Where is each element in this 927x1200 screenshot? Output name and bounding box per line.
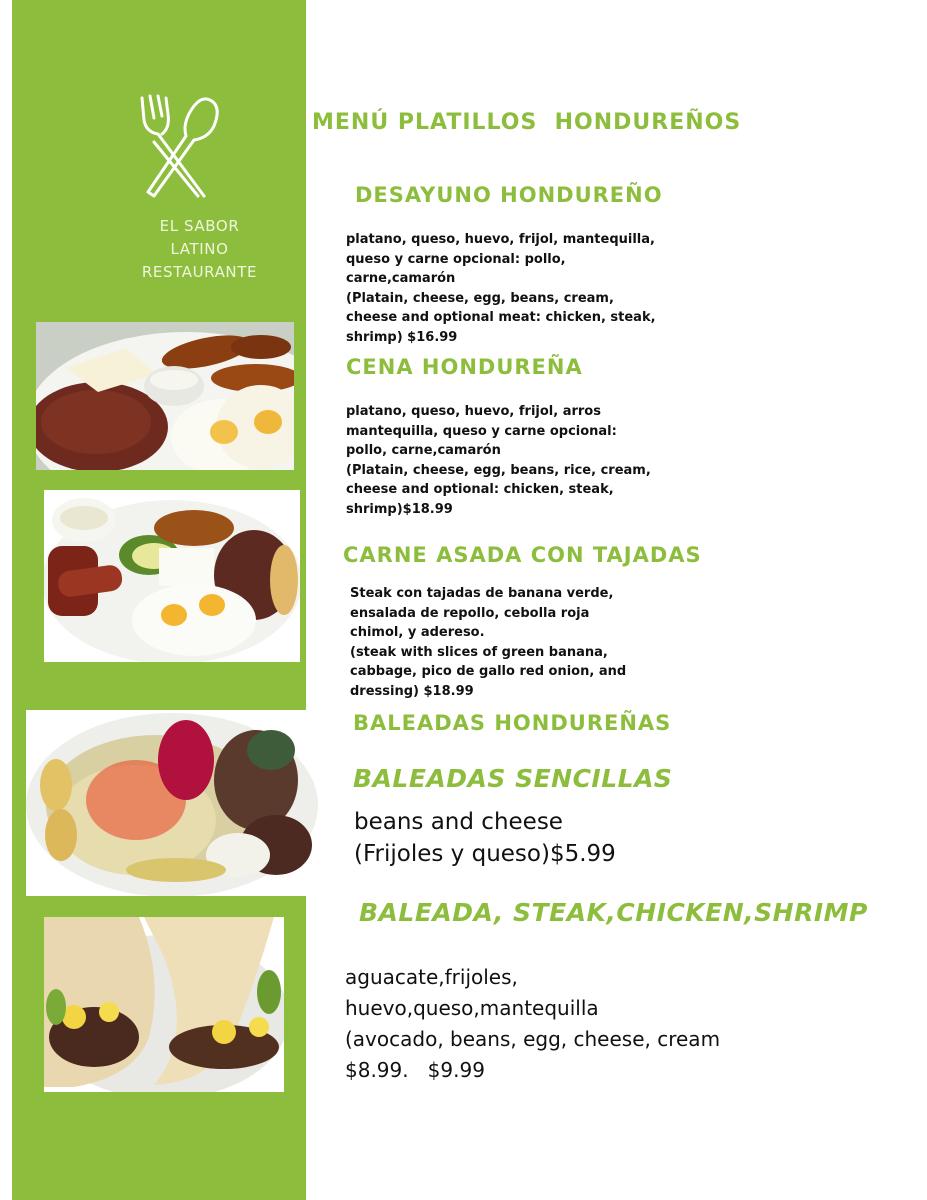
carne-asada-line-2: ensalada de repollo, cebolla roja xyxy=(350,605,590,621)
desayuno-plate-photo xyxy=(36,322,294,470)
cena-description xyxy=(346,402,651,519)
carne-asada-description xyxy=(350,584,626,701)
cena-line-4: (Platain, cheese, egg, beans, rice, cream, xyxy=(346,462,651,478)
baleadas-sencillas-description xyxy=(354,806,616,870)
fork-spoon-icon xyxy=(124,92,224,202)
carne-asada-plate-photo xyxy=(26,710,318,896)
desayuno-line-4: (Platain, cheese, egg, beans, cream, xyxy=(346,290,614,306)
desayuno-line-1: platano, queso, huevo, frijol, mantequilla, xyxy=(346,232,655,247)
meat-line-4: $8.99. $9.99 xyxy=(345,1058,485,1082)
meat-line-2: huevo,queso,mantequilla xyxy=(345,996,599,1020)
cena-heading: CENA HONDUREÑA xyxy=(346,355,583,379)
brand-line-2: LATINO xyxy=(170,240,229,258)
brand-line-1: EL SABOR xyxy=(159,217,240,235)
meat-line-3: (avocado, beans, egg, cheese, cream xyxy=(345,1027,721,1051)
carne-asada-line-5: cabbage, pico de gallo red onion, and xyxy=(350,664,627,679)
desayuno-line-6: shrimp) $16.99 xyxy=(346,329,458,345)
baleadas-sencillas-heading: BALEADAS SENCILLAS xyxy=(353,764,673,793)
cena-line-1: platano, queso, huevo, frijol, arros xyxy=(346,404,601,419)
menu-title: MENÚ PLATILLOS HONDUREÑOS xyxy=(312,110,742,135)
cena-line-2: mantequilla, queso y carne opcional: xyxy=(346,423,617,439)
desayuno-description xyxy=(346,230,656,347)
baleadas-heading: BALEADAS HONDUREÑAS xyxy=(353,711,672,735)
baleada-meat-description xyxy=(345,962,720,1086)
desayuno-heading: DESAYUNO HONDUREÑO xyxy=(355,183,663,207)
brand-line-3: RESTAURANTE xyxy=(141,263,258,281)
desayuno-line-5: cheese and optional meat: chicken, steak, xyxy=(346,310,656,325)
baleadas-tortilla-photo xyxy=(44,917,284,1092)
baleada-meat-heading: BALEADA, STEAK,CHICKEN,SHRIMP xyxy=(359,898,868,927)
cena-line-6: shrimp)$18.99 xyxy=(346,501,453,517)
desayuno-line-3: carne,camarón xyxy=(346,271,456,286)
carne-asada-line-4: (steak with slices of green banana, xyxy=(350,644,608,660)
sencillas-line-2: (Frijoles y queso)$5.99 xyxy=(354,841,616,867)
cena-line-3: pollo, carne,camarón xyxy=(346,443,501,458)
carne-asada-line-6: dressing) $18.99 xyxy=(350,683,474,699)
restaurant-name xyxy=(112,215,287,284)
cena-plate-photo xyxy=(44,490,300,662)
cena-line-5: cheese and optional: chicken, steak, xyxy=(346,482,614,497)
desayuno-line-2: queso y carne opcional: pollo, xyxy=(346,251,566,267)
carne-asada-line-1: Steak con tajadas de banana verde, xyxy=(350,586,614,601)
meat-line-1: aguacate,frijoles, xyxy=(345,965,518,989)
carne-asada-line-3: chimol, y adereso. xyxy=(350,625,485,640)
sencillas-line-1: beans and cheese xyxy=(354,809,563,835)
carne-asada-heading: CARNE ASADA CON TAJADAS xyxy=(343,543,702,567)
